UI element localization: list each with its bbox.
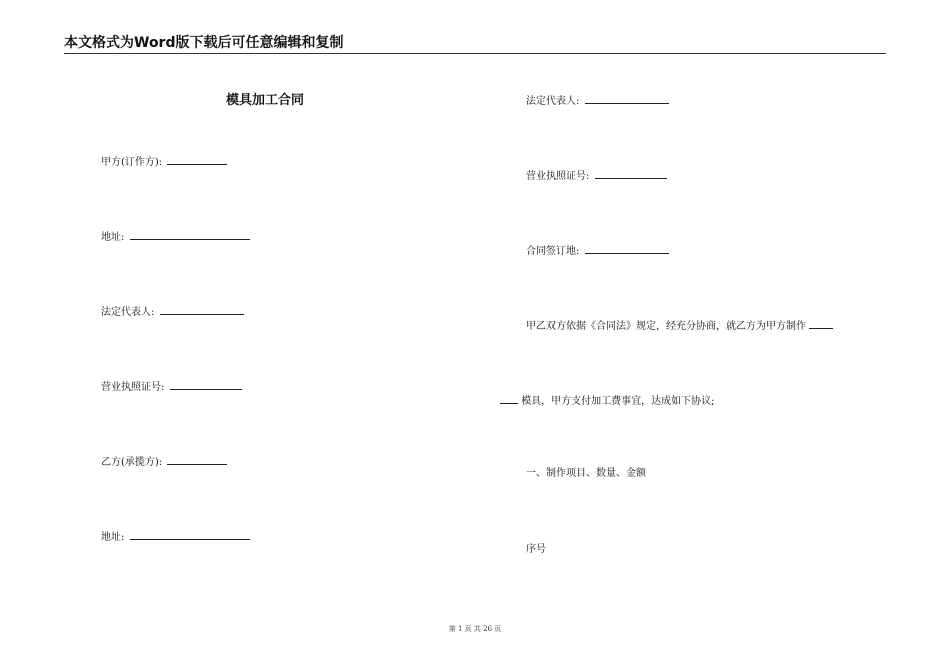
party-a-address-field [101, 229, 250, 245]
party-b-blank[interactable] [167, 454, 227, 465]
party-b-address-field [101, 529, 250, 545]
party-a-license-blank[interactable] [170, 379, 242, 390]
party-a-address-blank[interactable] [130, 229, 250, 240]
party-a-field [101, 154, 227, 170]
agreement-line-2-text: 模具，甲方支付加工费事宜，达成如下协议; [521, 396, 715, 407]
party-b-label: 乙方(承揽方): [101, 457, 163, 468]
party-a-license-label: 营业执照证号: [101, 382, 165, 393]
signing-place-label: 合同签订地: [526, 246, 580, 257]
party-b-address-blank[interactable] [130, 529, 250, 540]
party-b-license-blank[interactable] [595, 168, 667, 179]
agreement-line-2 [500, 393, 715, 409]
party-b-license-field [526, 168, 667, 184]
party-a-legal-rep-label: 法定代表人: [101, 307, 155, 318]
party-a-address-label: 地址: [101, 232, 125, 243]
party-a-blank[interactable] [167, 154, 227, 165]
party-b-legal-rep-label: 法定代表人: [526, 96, 580, 107]
header-divider [64, 53, 886, 54]
party-a-license-field [101, 379, 242, 395]
party-b-field [101, 454, 227, 470]
document-header: 本文格式为Word版下载后可任意编辑和复制 [64, 35, 344, 51]
party-a-legal-rep-blank[interactable] [160, 304, 244, 315]
party-a-label: 甲方(订作方): [101, 157, 163, 168]
party-b-legal-rep-field [526, 93, 669, 109]
agreement-line-1-text: 甲乙双方依据《合同法》规定，经充分协商，就乙方为甲方制作 [526, 321, 806, 332]
page-footer: 第 1 页 共 26 页 [448, 625, 502, 633]
mold-item-blank-start[interactable] [809, 318, 833, 329]
party-a-legal-rep-field [101, 304, 244, 320]
mold-item-blank-end[interactable] [500, 393, 518, 404]
signing-place-blank[interactable] [585, 243, 669, 254]
section-heading-1: 一、制作项目、数量、金额 [526, 468, 646, 479]
party-b-address-label: 地址: [101, 532, 125, 543]
party-b-legal-rep-blank[interactable] [585, 93, 669, 104]
document-title: 模具加工合同 [225, 93, 304, 108]
serial-number-label: 序号 [526, 544, 546, 555]
party-b-license-label: 营业执照证号: [526, 171, 590, 182]
signing-place-field [526, 243, 669, 259]
agreement-line-1 [526, 318, 833, 334]
